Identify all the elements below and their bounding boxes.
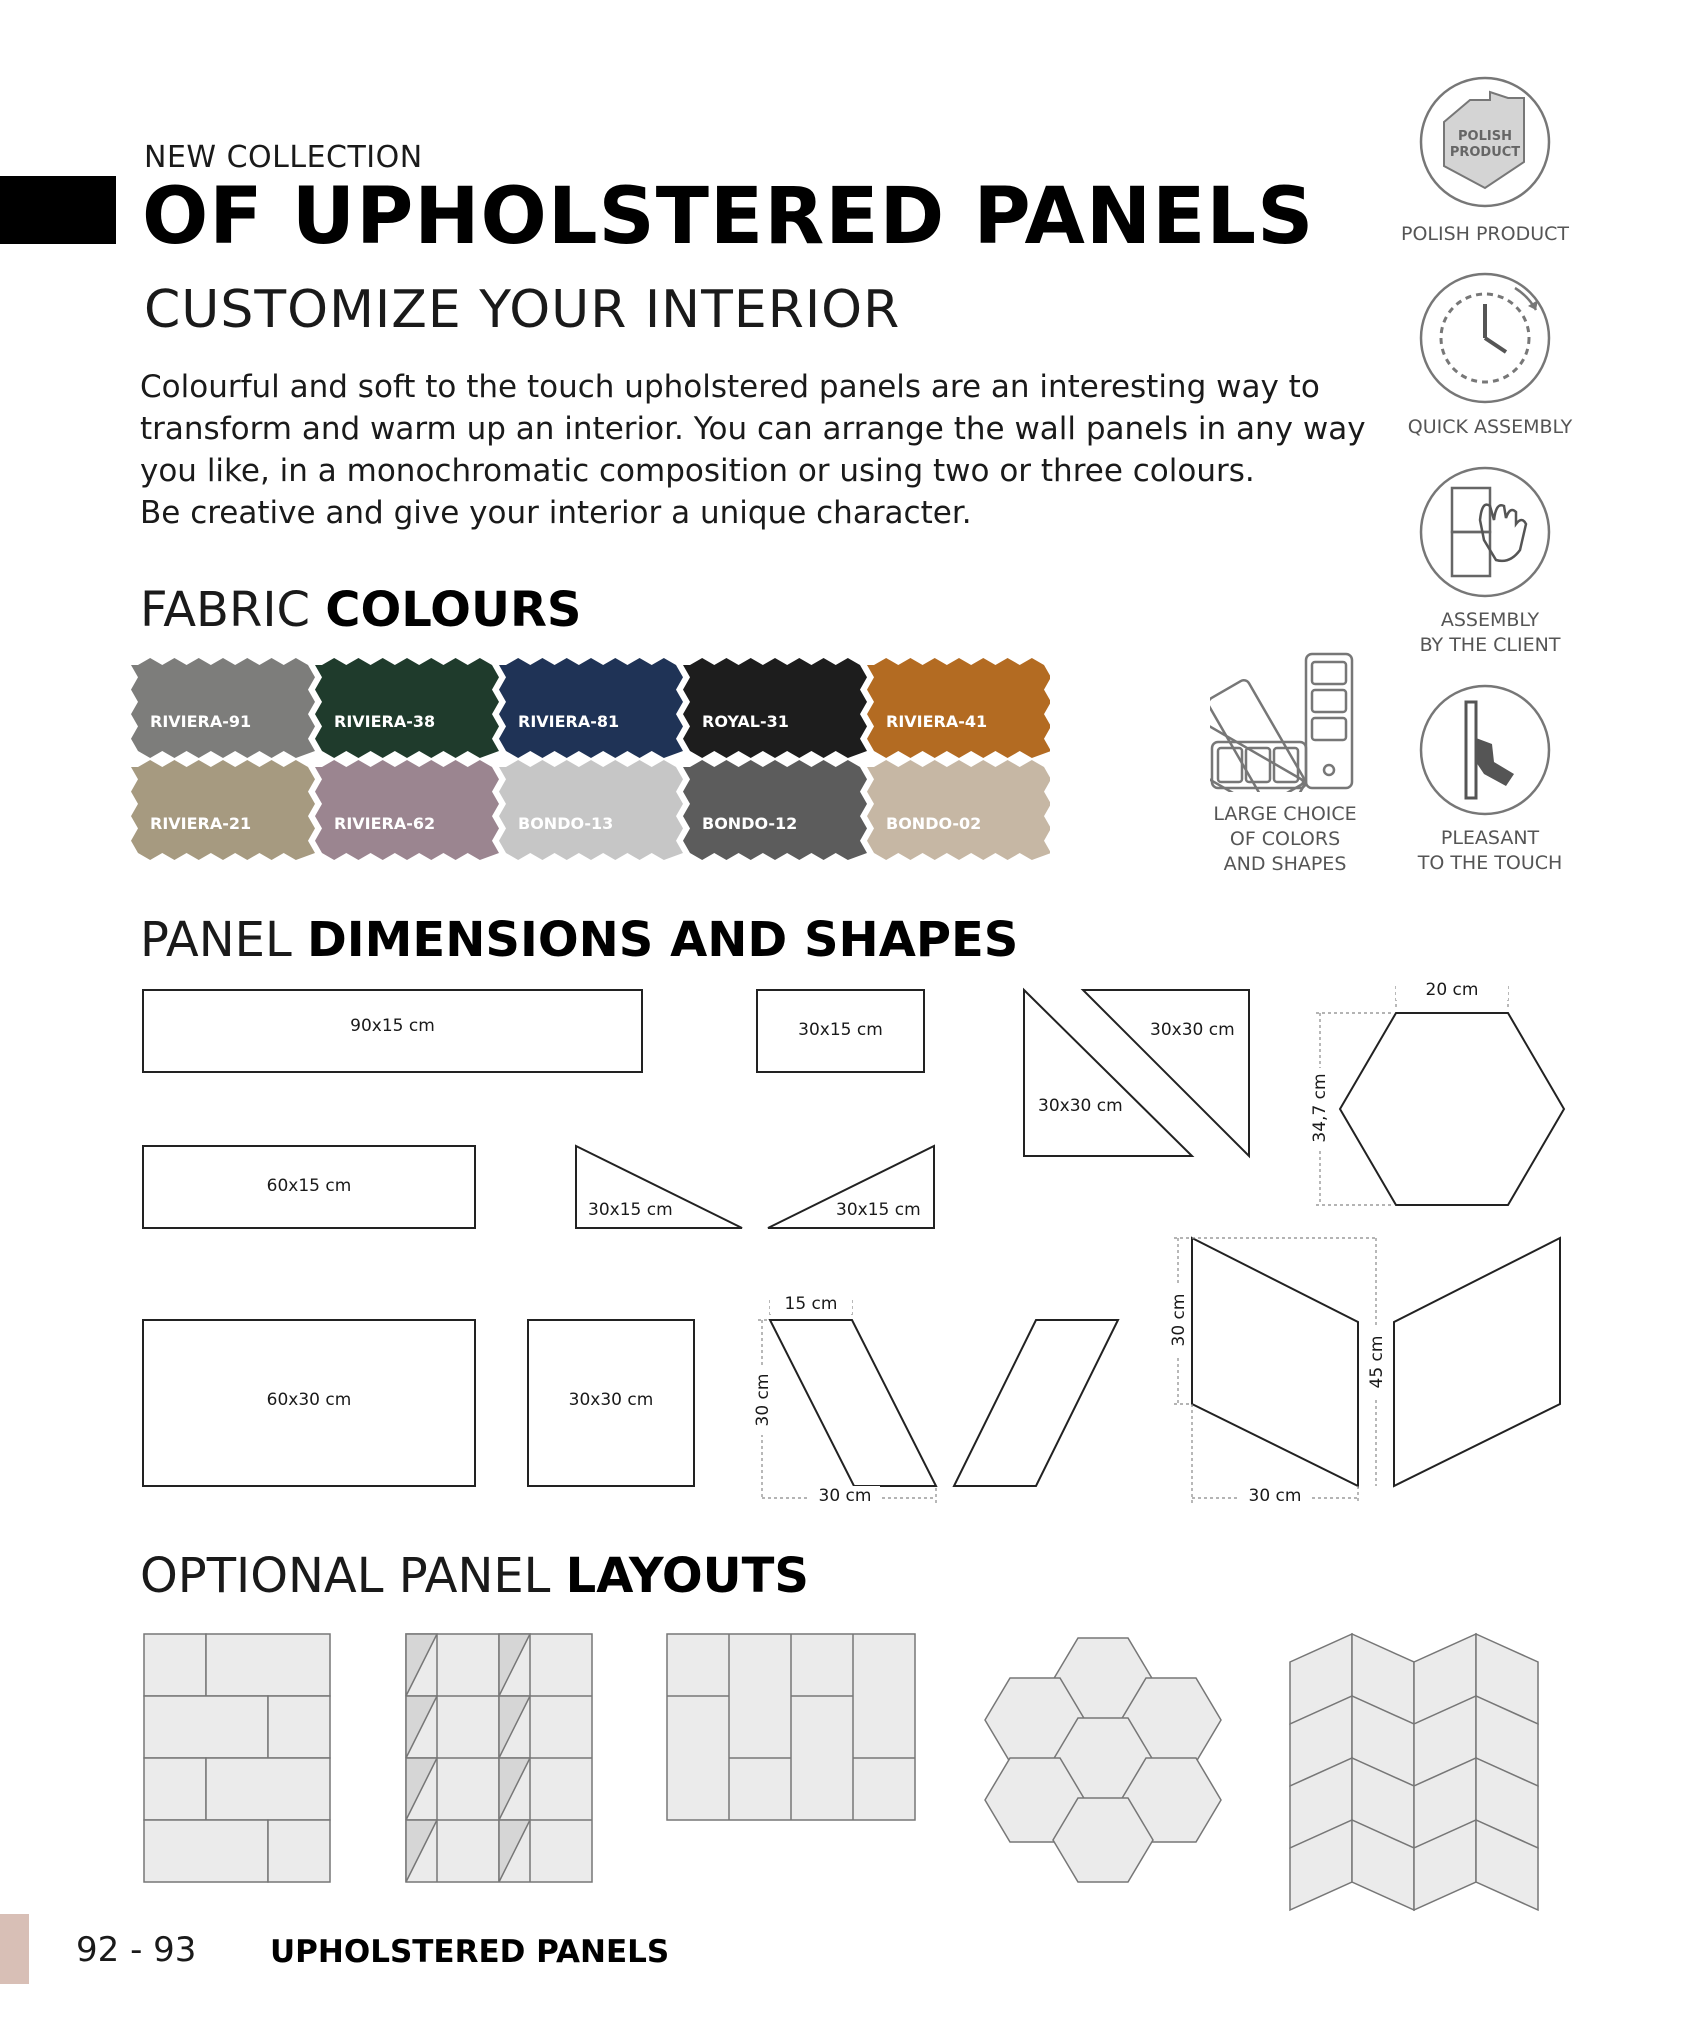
rhombus-right-shape (1394, 1238, 1560, 1486)
label-para-height: 30 cm (753, 1365, 773, 1435)
triangle-30x30-left-shape (1024, 990, 1192, 1156)
label-triangle-30x15-left: 30x15 cm (588, 1200, 673, 1220)
label-rhombus-width: 30 cm (1240, 1486, 1310, 1506)
label-rhombus-height-2: 45 cm (1367, 1327, 1387, 1397)
layout-hexagons (985, 1638, 1221, 1882)
swatch-label: RIVIERA-81 (518, 712, 620, 731)
swatch-label: BONDO-13 (518, 814, 614, 833)
feature-quick-assembly: QUICK ASSEMBLY (1407, 416, 1573, 438)
feature-polish-product: POLISH PRODUCT (1400, 223, 1569, 245)
feature-pleasant-touch (1390, 826, 1590, 876)
pleasant-line-2: TO THE TOUCH (1417, 852, 1563, 874)
footer-tab (0, 1914, 29, 1984)
hexagon-shape (1340, 1013, 1564, 1205)
swatch-royal-31 (683, 658, 867, 758)
choice-line-3: AND SHAPES (1223, 853, 1347, 875)
swatch-bondo-12 (683, 760, 867, 860)
swatch-label: RIVIERA-21 (150, 814, 252, 833)
swatch-label: RIVIERA-41 (886, 712, 988, 731)
swatch-riviera-38 (315, 658, 499, 758)
swatch-label: BONDO-02 (886, 814, 982, 833)
label-para-width: 30 cm (810, 1486, 880, 1506)
heading-light: OPTIONAL PANEL (140, 1548, 566, 1604)
page-title: OF UPHOLSTERED PANELS (142, 172, 1315, 262)
clock-icon (1410, 266, 1560, 416)
swatch-label: BONDO-12 (702, 814, 798, 833)
rhombus-left-shape (1192, 1238, 1358, 1486)
swatch-label: RIVIERA-91 (150, 712, 252, 731)
soft-touch-icon (1410, 678, 1560, 828)
parallelogram-right-shape (954, 1320, 1118, 1486)
swatch-riviera-21 (131, 760, 315, 860)
swatch-riviera-91 (131, 658, 315, 758)
footer-section-title: UPHOLSTERED PANELS (270, 1934, 670, 1970)
intro-paragraph (140, 366, 1366, 534)
label-hex-height: 34,7 cm (1310, 1068, 1330, 1148)
swatch-riviera-41 (867, 658, 1050, 758)
assembly-line-2: BY THE CLIENT (1419, 634, 1561, 656)
heading-bold: COLOURS (325, 582, 582, 638)
parallelogram-left-shape (770, 1320, 936, 1486)
label-90x15: 90x15 cm (350, 1016, 435, 1036)
label-30x30: 30x30 cm (568, 1390, 654, 1410)
swatch-label: ROYAL-31 (702, 712, 789, 731)
label-triangle-30x30-left: 30x30 cm (1038, 1096, 1123, 1116)
intro-line: Be creative and give your interior a unique character. (140, 495, 972, 531)
layout-grid-triangles (406, 1634, 592, 1882)
header-accent-bar (0, 176, 116, 244)
badge-text-1: POLISH (1458, 129, 1512, 144)
swatch-label: RIVIERA-62 (334, 814, 436, 833)
hand-assembly-icon (1410, 460, 1560, 610)
layout-herringbone (1290, 1634, 1538, 1910)
heading-light: FABRIC (140, 582, 326, 638)
swatch-bondo-02 (867, 760, 1050, 860)
intro-line: Colourful and soft to the touch upholstered panels are an interesting way to (140, 369, 1320, 405)
label-triangle-30x15-right: 30x15 cm (836, 1200, 921, 1220)
triangle-30x30-right-shape (1083, 990, 1249, 1156)
label-30x15: 30x15 cm (798, 1020, 883, 1040)
fabric-swatch-grid (130, 655, 1050, 865)
heading-light: PANEL (140, 912, 307, 968)
layout-stacked (667, 1634, 915, 1820)
label-hex-width: 20 cm (1396, 980, 1508, 1000)
feature-assembly-client (1390, 608, 1590, 658)
label-rhombus-height-1: 30 cm (1169, 1285, 1189, 1355)
pleasant-line-1: PLEASANT (1440, 827, 1540, 849)
kicker-text: NEW COLLECTION (144, 140, 423, 175)
feature-large-choice (1190, 802, 1380, 877)
label-60x15: 60x15 cm (266, 1176, 352, 1196)
page-subtitle: CUSTOMIZE YOUR INTERIOR (144, 280, 901, 340)
assembly-line-1: ASSEMBLY (1440, 609, 1540, 631)
intro-line: you like, in a monochromatic composition or using two or three colours. (140, 453, 1255, 489)
intro-line: transform and warm up an interior. You can arrange the wall panels in any way (140, 411, 1366, 447)
swatch-bondo-13 (499, 760, 683, 860)
swatch-riviera-62 (315, 760, 499, 860)
polish-product-badge-icon (1410, 70, 1560, 220)
swatch-riviera-81 (499, 658, 683, 758)
choice-line-1: LARGE CHOICE (1213, 803, 1357, 825)
layouts-heading (140, 1548, 809, 1604)
label-60x30: 60x30 cm (266, 1390, 352, 1410)
heading-bold: DIMENSIONS AND SHAPES (306, 912, 1019, 968)
fabric-colours-heading (140, 582, 581, 638)
dimensions-heading (140, 912, 1018, 968)
badge-text-2: PRODUCT (1449, 145, 1521, 160)
label-para-top: 15 cm (770, 1294, 852, 1314)
swatch-label: RIVIERA-38 (334, 712, 436, 731)
choice-line-2: OF COLORS (1229, 828, 1341, 850)
color-fan-icon (1210, 652, 1360, 792)
layout-brick (144, 1634, 330, 1882)
page-numbers: 92 - 93 (76, 1930, 197, 1970)
heading-bold: LAYOUTS (565, 1548, 809, 1604)
label-triangle-30x30-right: 30x30 cm (1150, 1020, 1235, 1040)
